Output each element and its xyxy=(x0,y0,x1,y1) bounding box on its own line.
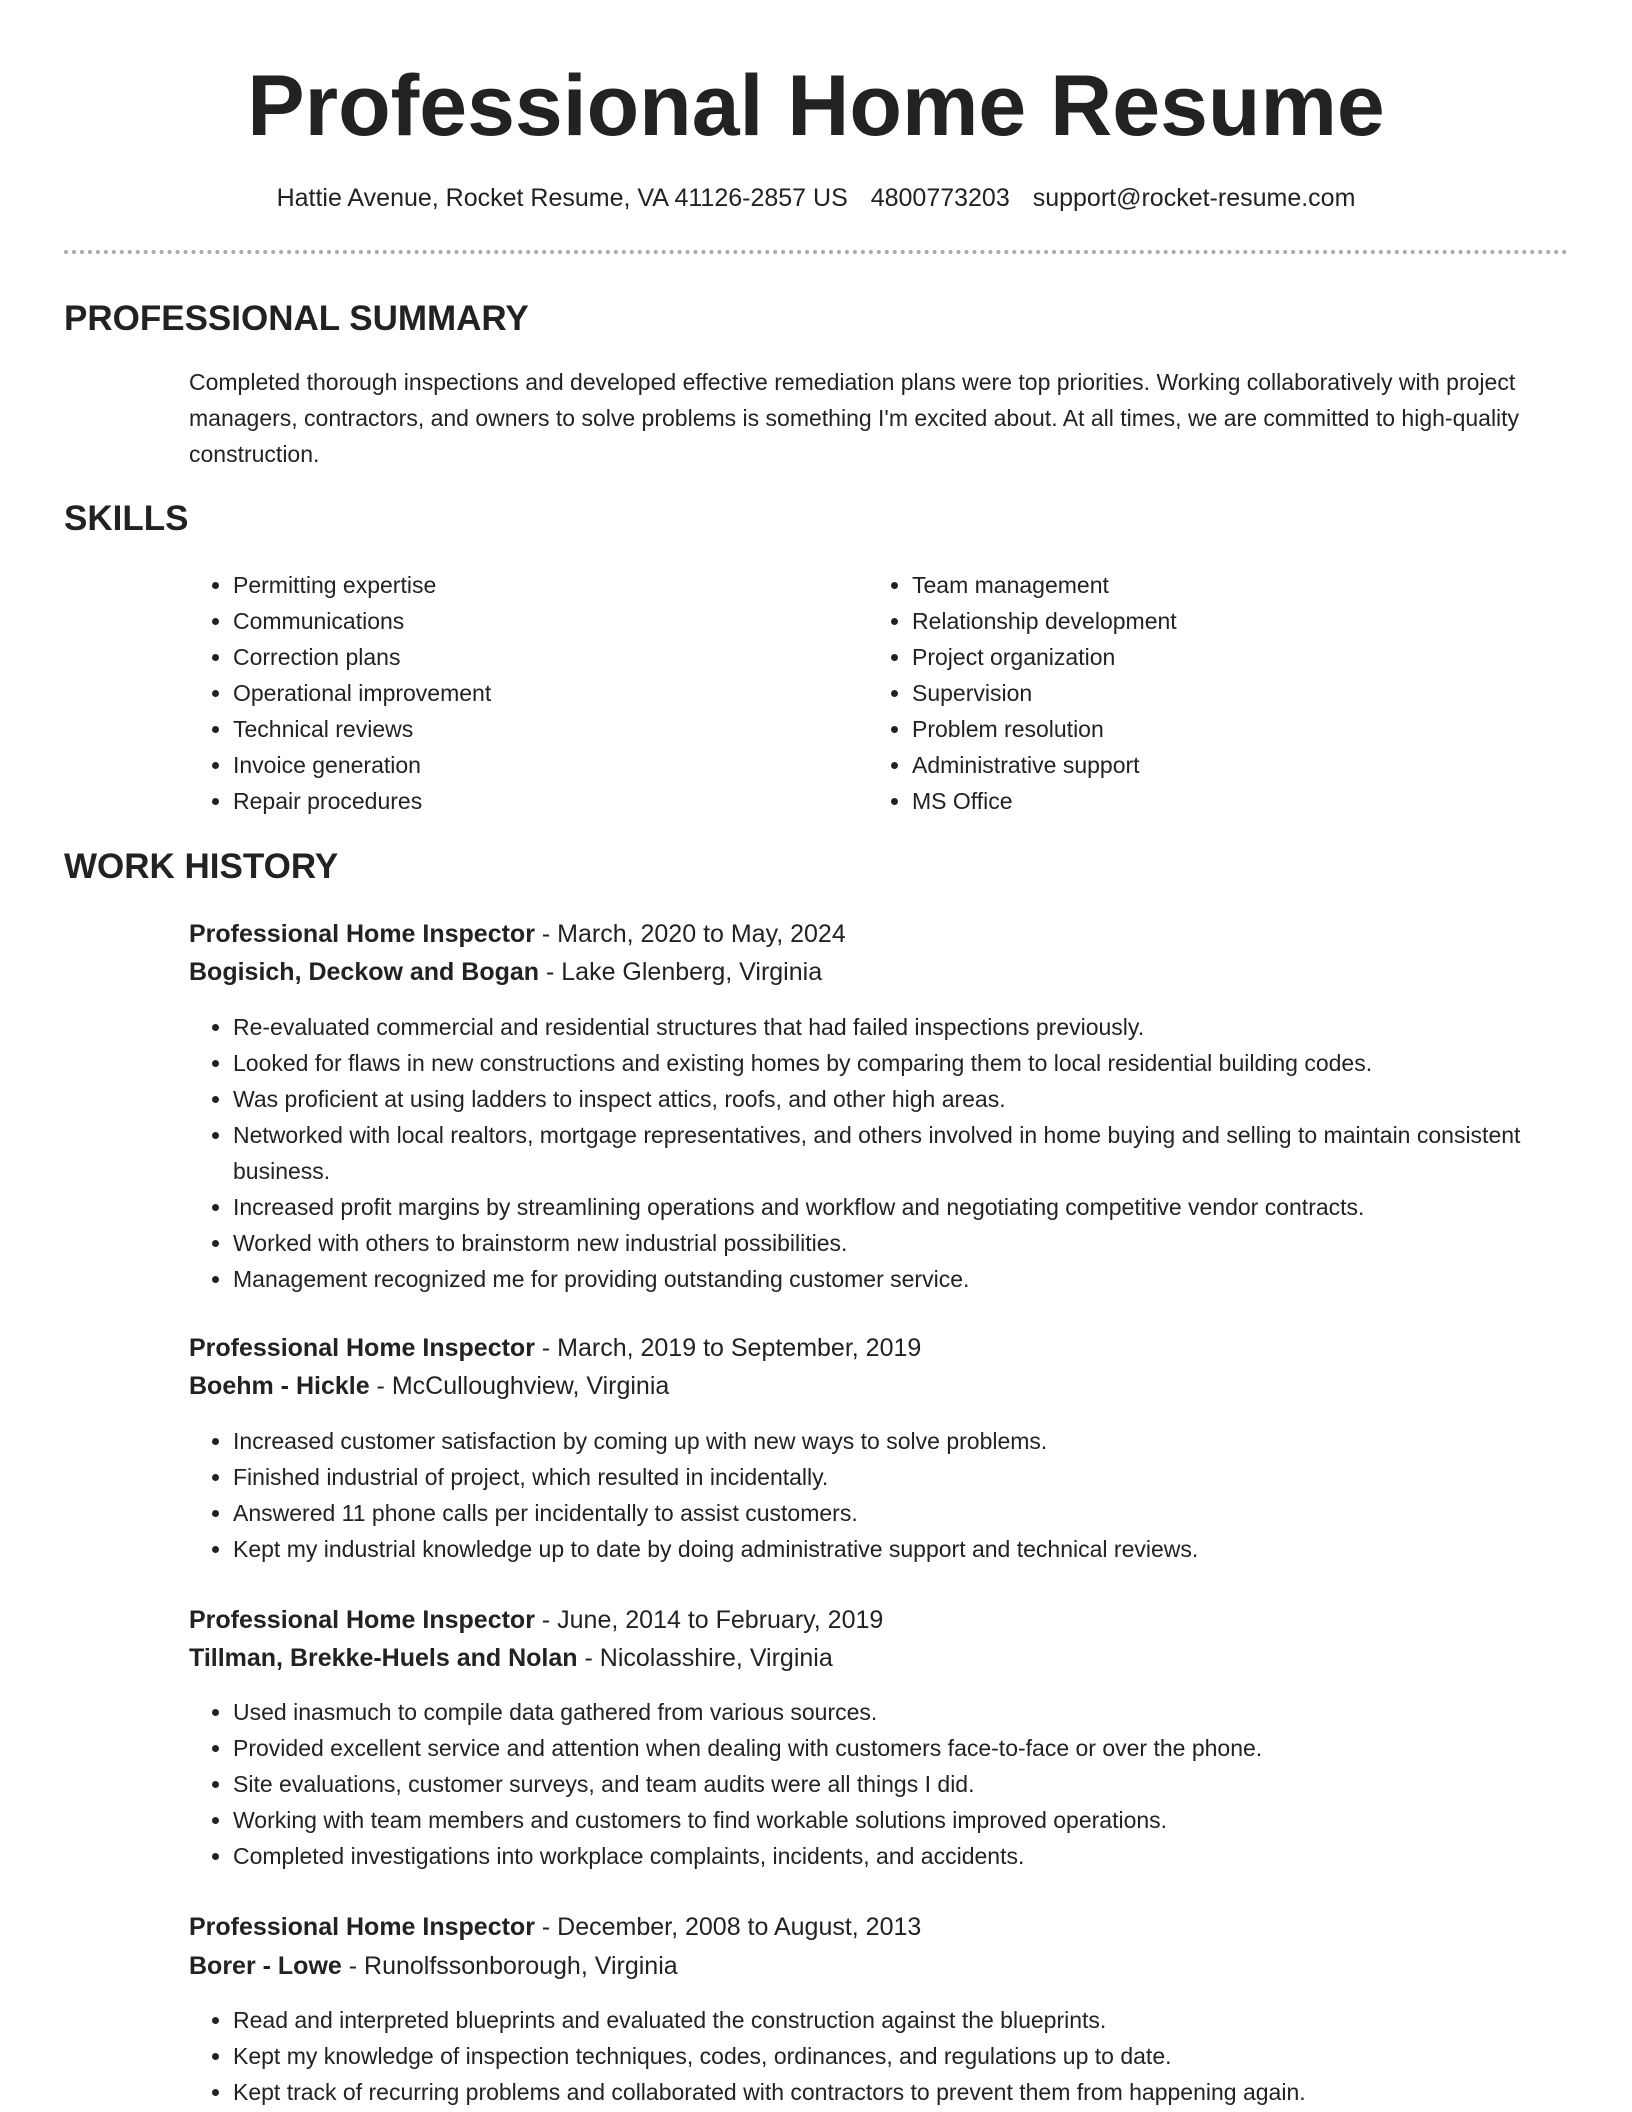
job-role: Professional Home Inspector xyxy=(189,1334,535,1362)
contact-line xyxy=(0,180,1632,216)
job-role: Professional Home Inspector xyxy=(189,920,535,948)
job-company-line xyxy=(189,1947,678,1985)
duty-item: • Working with team members and customers to find workable solutions improved operations. xyxy=(233,1802,1613,1838)
duty-item: • Completed investigations into workplace complaints, incidents, and accidents. xyxy=(233,1838,1613,1874)
skills-list-left xyxy=(189,567,853,819)
summary-heading: PROFESSIONAL SUMMARY xyxy=(64,299,529,338)
duty-item: • Re-evaluated commercial and residential structures that had failed inspections previously. xyxy=(233,1009,1613,1045)
skills-heading: SKILLS xyxy=(64,499,189,538)
duty-item: • Increased customer satisfaction by coming up with new ways to solve problems. xyxy=(233,1423,1613,1459)
contact-address: Hattie Avenue, Rocket Resume, VA 41126-2857 US xyxy=(276,184,848,212)
job-role-line xyxy=(189,1601,883,1639)
job-company-line xyxy=(189,1639,833,1677)
job-role-line xyxy=(189,915,846,953)
job-duties-list xyxy=(189,1423,1613,1567)
job-company: Borer - Lowe xyxy=(189,1952,342,1980)
skill-item: • Relationship development xyxy=(912,603,1532,639)
duty-item: • Kept my industrial knowledge up to date by doing administrative support and technical reviews. xyxy=(233,1531,1613,1567)
job-company: Tillman, Brekke-Huels and Nolan xyxy=(189,1644,578,1672)
job-dates: - March, 2019 to September, 2019 xyxy=(534,1334,922,1362)
skill-item: • MS Office xyxy=(912,783,1532,819)
skill-item: • Permitting expertise xyxy=(233,567,853,603)
skill-item: • Problem resolution xyxy=(912,711,1532,747)
contact-email: support@rocket-resume.com xyxy=(1032,184,1356,212)
duty-item: • Networked with local realtors, mortgage representatives, and others involved in home buying and selling to maintain consistent business. xyxy=(233,1117,1613,1189)
job-location: - Runolfssonborough, Virginia xyxy=(341,1952,678,1980)
resume-name: Professional Home Resume xyxy=(247,58,1385,154)
job-location: - Nicolasshire, Virginia xyxy=(577,1644,833,1672)
contact-phone: 4800773203 xyxy=(870,184,1010,212)
skill-item: • Team management xyxy=(912,567,1532,603)
job-duties-list xyxy=(189,2002,1613,2110)
duty-item: • Worked with others to brainstorm new industrial possibilities. xyxy=(233,1225,1613,1261)
skills-list-right xyxy=(868,567,1532,819)
work-history-heading: WORK HISTORY xyxy=(64,847,339,886)
header-divider xyxy=(64,250,1568,254)
skill-item: • Repair procedures xyxy=(233,783,853,819)
job-dates: - March, 2020 to May, 2024 xyxy=(534,920,846,948)
duty-item: • Finished industrial of project, which resulted in incidentally. xyxy=(233,1459,1613,1495)
job-company: Boehm - Hickle xyxy=(189,1372,370,1400)
job-role-line xyxy=(189,1908,921,1946)
duty-item: • Looked for flaws in new constructions and existing homes by comparing them to local residential building codes. xyxy=(233,1045,1613,1081)
duty-item: • Read and interpreted blueprints and evaluated the construction against the blueprints. xyxy=(233,2002,1613,2038)
skill-item: • Correction plans xyxy=(233,639,853,675)
summary-text: Completed thorough inspections and developed effective remediation plans were top priorities. Working collaboratively with project managers, contractors, and owners to solve problems is something I'm excited about. At all times, we are committed to high-quality construction. xyxy=(189,369,1520,467)
job-role: Professional Home Inspector xyxy=(189,1913,535,1941)
job-duties-list xyxy=(189,1009,1613,1297)
duty-item: • Kept my knowledge of inspection techniques, codes, ordinances, and regulations up to date. xyxy=(233,2038,1613,2074)
job-role: Professional Home Inspector xyxy=(189,1606,535,1634)
job-company-line xyxy=(189,953,822,991)
job-role-line xyxy=(189,1329,921,1367)
skill-item: • Invoice generation xyxy=(233,747,853,783)
skill-item: • Administrative support xyxy=(912,747,1532,783)
job-dates: - December, 2008 to August, 2013 xyxy=(534,1913,922,1941)
duty-item: • Used inasmuch to compile data gathered from various sources. xyxy=(233,1694,1613,1730)
skill-item: • Operational improvement xyxy=(233,675,853,711)
duty-item: • Management recognized me for providing outstanding customer service. xyxy=(233,1261,1613,1297)
duty-item: • Kept track of recurring problems and collaborated with contractors to prevent them from happening again. xyxy=(233,2074,1613,2110)
job-location: - McCulloughview, Virginia xyxy=(369,1372,670,1400)
job-company-line xyxy=(189,1367,669,1405)
job-duties-list xyxy=(189,1694,1613,1874)
job-company: Bogisich, Deckow and Bogan xyxy=(189,958,540,986)
duty-item: • Site evaluations, customer surveys, and team audits were all things I did. xyxy=(233,1766,1613,1802)
skill-item: • Supervision xyxy=(912,675,1532,711)
duty-item: • Answered 11 phone calls per incidentally to assist customers. xyxy=(233,1495,1613,1531)
job-location: - Lake Glenberg, Virginia xyxy=(539,958,823,986)
skill-item: • Communications xyxy=(233,603,853,639)
skill-item: • Project organization xyxy=(912,639,1532,675)
duty-item: • Was proficient at using ladders to inspect attics, roofs, and other high areas. xyxy=(233,1081,1613,1117)
duty-item: • Provided excellent service and attention when dealing with customers face-to-face or over the phone. xyxy=(233,1730,1613,1766)
job-dates: - June, 2014 to February, 2019 xyxy=(534,1606,884,1634)
skill-item: • Technical reviews xyxy=(233,711,853,747)
duty-item: • Increased profit margins by streamlining operations and workflow and negotiating competitive vendor contracts. xyxy=(233,1189,1613,1225)
